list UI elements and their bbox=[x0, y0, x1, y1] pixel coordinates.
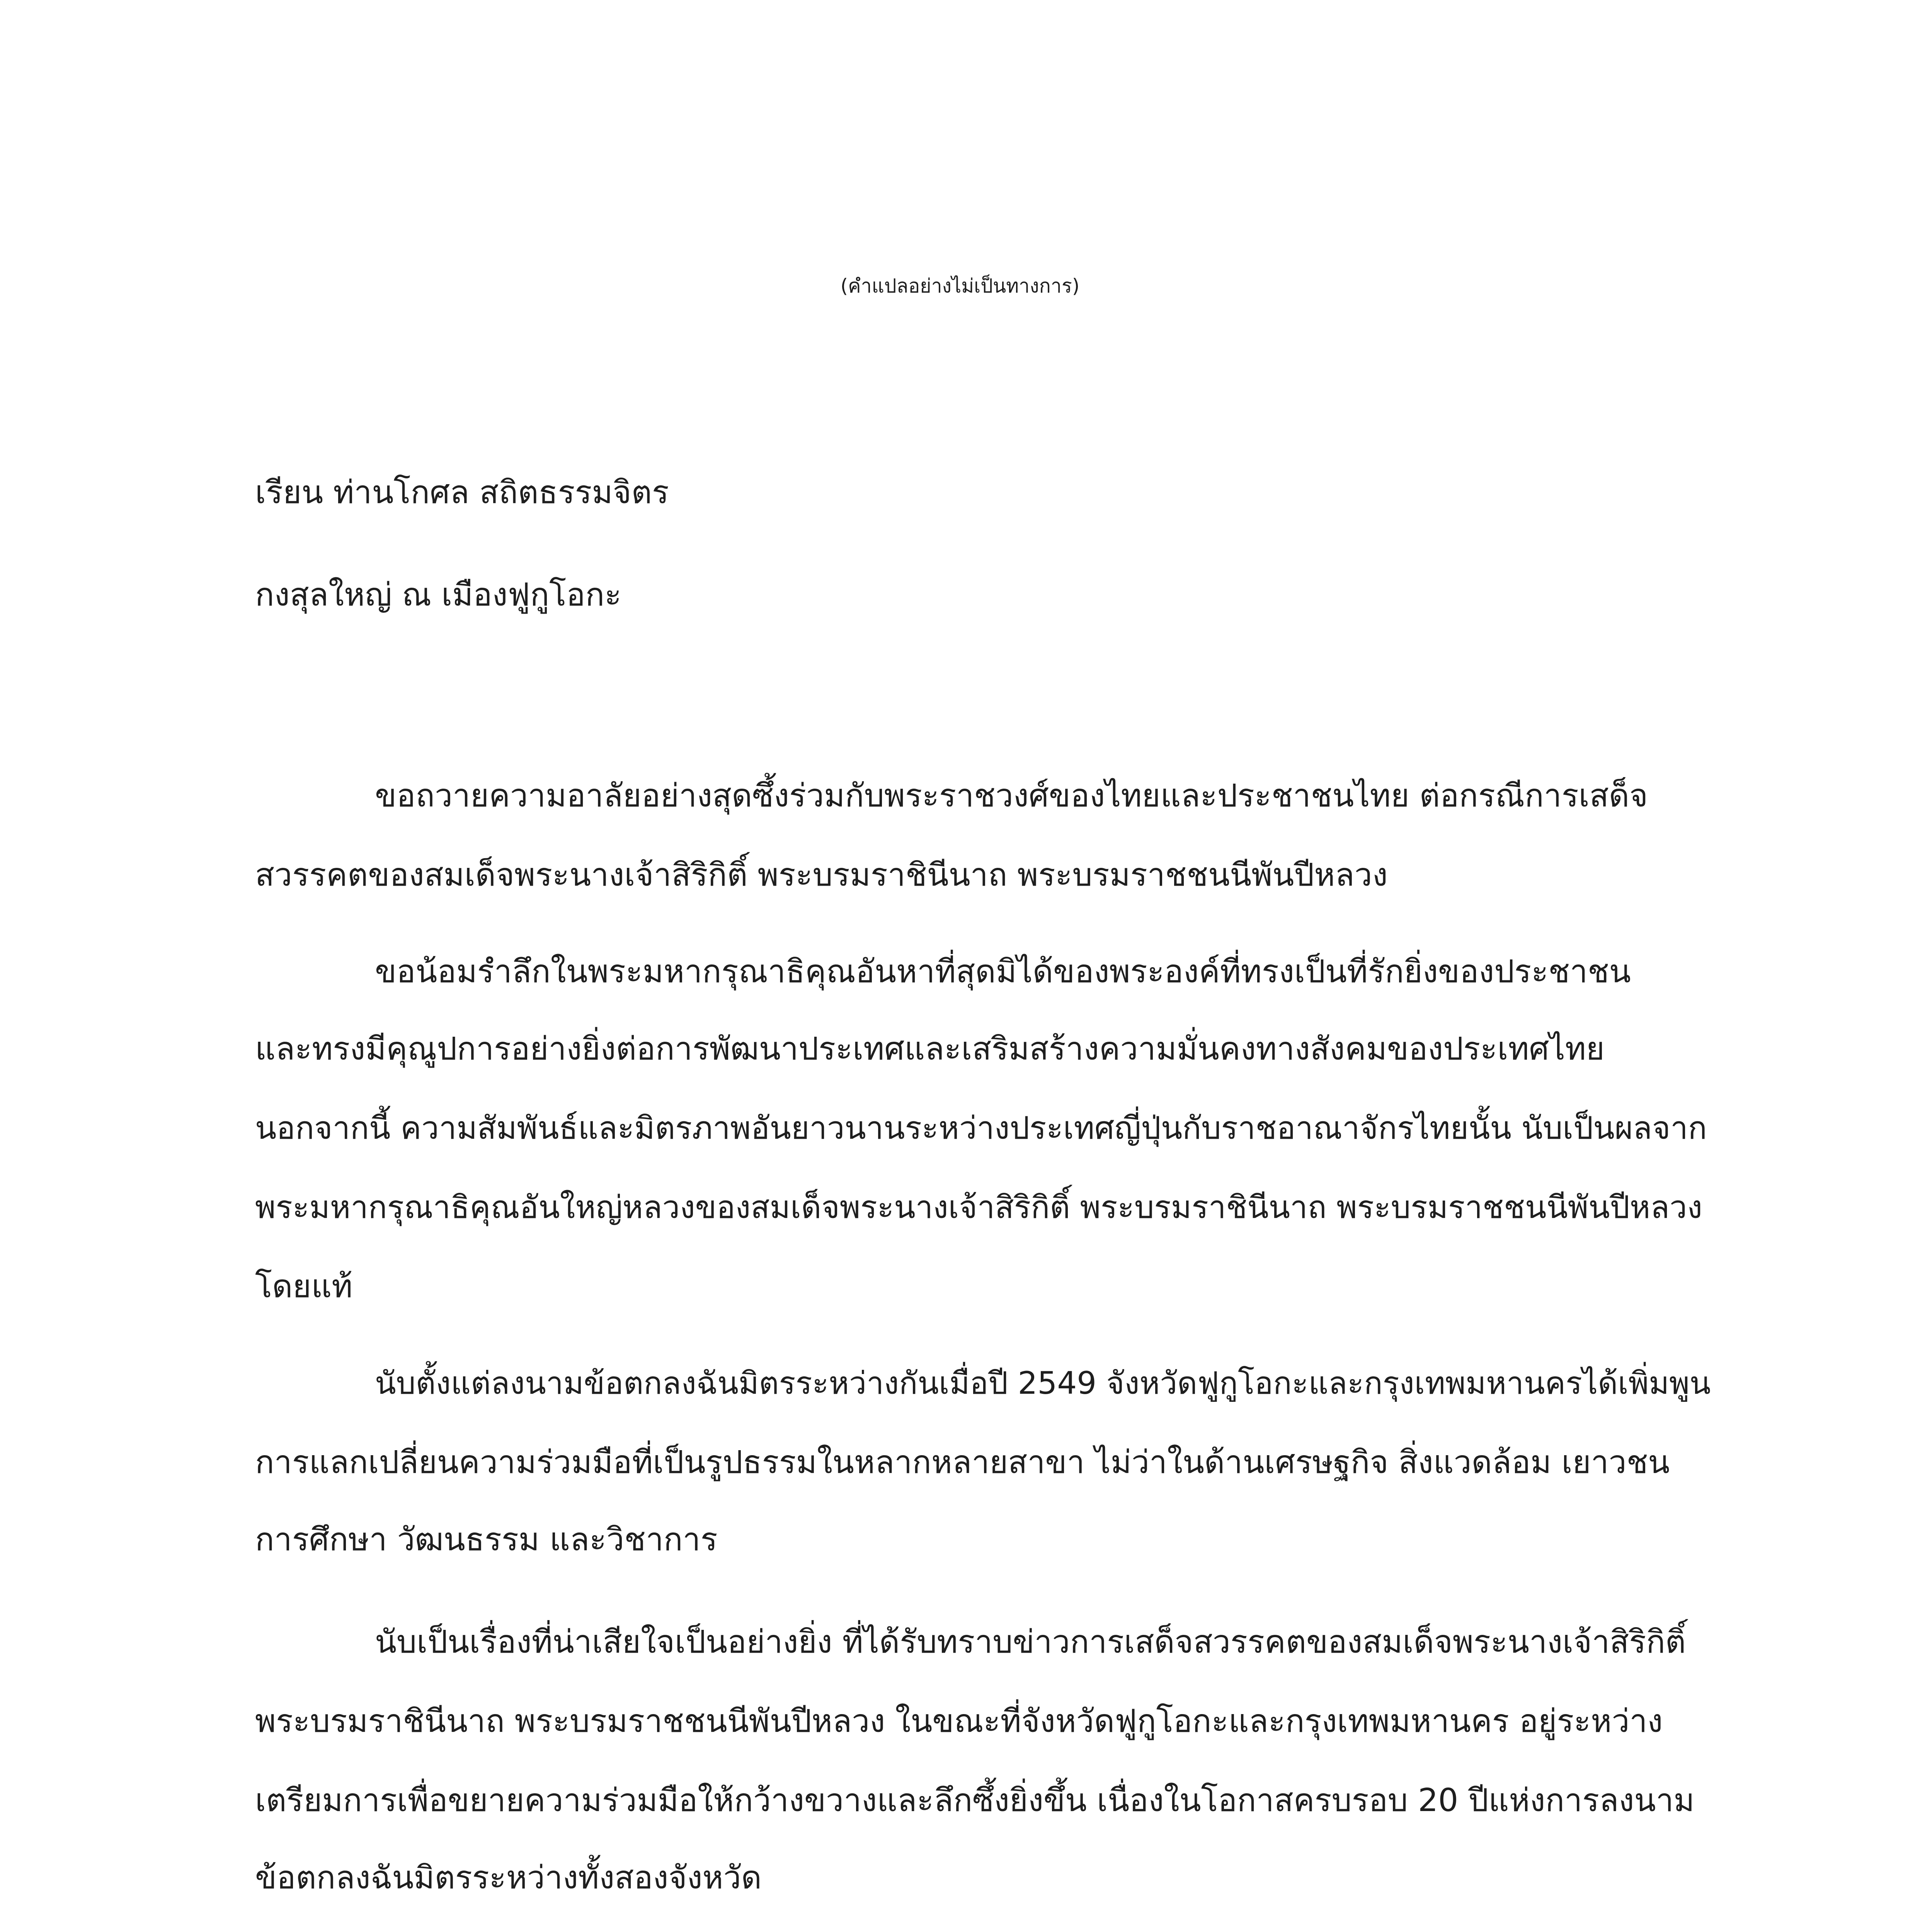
paragraph-line: ขอถวายความอาลัยอย่างสุดซึ้งร่วมกับพระราชวงศ์ของไทยและประชาชนไทย ต่อกรณีการเสด็จ bbox=[375, 777, 1648, 814]
paragraph-line: โดยแท้ bbox=[255, 1268, 353, 1305]
paragraph-line: และทรงมีคุณูปการอย่างยิ่งต่อการพัฒนาประเทศและเสริมสร้างความมั่นคงทางสังคมของประเทศไทย bbox=[255, 1031, 1605, 1067]
paragraph-line: พระมหากรุณาธิคุณอันใหญ่หลวงของสมเด็จพระนางเจ้าสิริกิติ์ พระบรมราชินีนาถ พระบรมราชชนนีพันปีหลวง bbox=[255, 1189, 1702, 1226]
document-header: (คำแปลอย่างไม่เป็นทางการ) bbox=[840, 275, 1080, 297]
paragraph-line: พระบรมราชินีนาถ พระบรมราชชนนีพันปีหลวง ในขณะที่จังหวัดฟูกูโอกะและกรุงเทพมหานคร อยู่ระหว่าง bbox=[255, 1703, 1663, 1740]
paragraph-line: ขอน้อมรำลึกในพระมหากรุณาธิคุณอันหาที่สุดมิได้ของพระองค์ที่ทรงเป็นที่รักยิ่งของประชาชน bbox=[375, 953, 1631, 990]
paragraph-line: ข้อตกลงฉันมิตรระหว่างทั้งสองจังหวัด bbox=[255, 1859, 762, 1896]
paragraph-line: การแลกเปลี่ยนความร่วมมือที่เป็นรูปธรรมในหลากหลายสาขา ไม่ว่าในด้านเศรษฐกิจ สิ่งแวดล้อม เยาวชน bbox=[255, 1444, 1670, 1481]
paragraph-line: เตรียมการเพื่อขยายความร่วมมือให้กว้างขวางและลึกซึ้งยิ่งขึ้น เนื่องในโอกาสครบรอบ 20 ปีแห่งการลงนาม bbox=[255, 1782, 1695, 1819]
paragraph-line: นอกจากนี้ ความสัมพันธ์และมิตรภาพอันยาวนานระหว่างประเทศญี่ปุ่นกับราชอาณาจักรไทยนั้น นับเป็นผลจาก bbox=[255, 1110, 1707, 1146]
salutation-recipient: เรียน ท่านโกศล สถิตธรรมจิตร bbox=[255, 474, 669, 511]
paragraph-line: นับตั้งแต่ลงนามข้อตกลงฉันมิตรระหว่างกันเมื่อปี 2549 จังหวัดฟูกูโอกะและกรุงเทพมหานครได้เพิ่มพูน bbox=[375, 1365, 1711, 1401]
paragraph-line: สวรรคตของสมเด็จพระนางเจ้าสิริกิติ์ พระบรมราชินีนาถ พระบรมราชชนนีพันปีหลวง bbox=[255, 857, 1388, 893]
paragraph-line: นับเป็นเรื่องที่น่าเสียใจเป็นอย่างยิ่ง ที่ได้รับทราบข่าวการเสด็จสวรรคตของสมเด็จพระนางเจ้าสิริกิติ์ bbox=[375, 1624, 1686, 1660]
salutation-position: กงสุลใหญ่ ณ เมืองฟูกูโอกะ bbox=[255, 577, 622, 613]
paragraph-line: การศึกษา วัฒนธรรม และวิชาการ bbox=[255, 1521, 718, 1558]
